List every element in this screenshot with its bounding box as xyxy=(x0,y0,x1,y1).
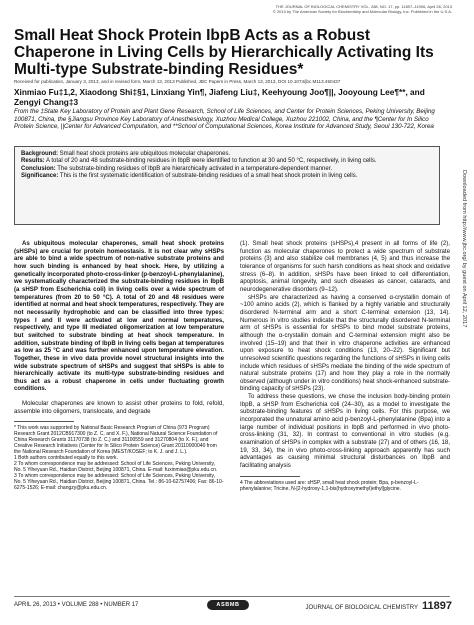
significance-label: Significance: xyxy=(21,173,59,180)
abstract-box xyxy=(14,146,440,225)
results-label: Results: xyxy=(21,158,45,165)
affiliations: From the ‡State Key Laboratory of Protein and Plant Gene Research, School of Life Sciences, and Center for Protein Sciences, Peking University, Beijing 100871, China, the §Jiangsu Province Key Laboratory of Anesthesiology, Xuzhou Medical College, Xuzhou 221002, China, and the ¶Center for In Silico Protein Science, ||Center for Advanced Computation, and **School of Computational Sciences, Korea Institute for Advanced Study, Seoul 130-722, Korea xyxy=(14,108,435,131)
body-paragraph-2: sHSPs are characterized as having a conserved α-crystallin domain of ~100 amino acids (2), which is flanked by a highly variable and structurally disordered N-terminal arm and a short C-terminal extension (13, 14). Numerous in vitro studies indicate that the structurally disordered N-terminal arm of sHSPs is essential for sHSPs to bind model substrate proteins, although the α-crystallin domain and C-terminal extension might also be involved (15–19) and that their in vitro chaperone activities are enhanced upon exposure to heat shock conditions (13, 20–22). Significant but unresolved scientific questions regarding the functions of sHSPs in living cells include which residues of sHSPs mediate the binding of the wide spectrum of natural substrate proteins (17) and how they play a role in the normally observed (although under in vitro conditions) heat shock-enhanced substrate-binding capacity of sHSPs (23). xyxy=(240,293,450,393)
footer-journal xyxy=(306,600,452,612)
download-watermark: Downloaded from http://www.jbc.org/ by guest on April 12, 2017 xyxy=(461,170,467,328)
background-text: Small heat shock proteins are ubiquitous molecular chaperones. xyxy=(58,151,231,157)
received-line: Received for publication, January 3, 2013, and in revised form, March 13, 2013 Published, JBC Papers in Press, March 13, 2013, DOI 10.1074/jbc.M113.450437 xyxy=(14,79,341,84)
background-label: Background: xyxy=(21,151,59,157)
results-text: A total of 20 and 48 substrate-binding residues in IbpB were identified to function at 30 and 50 °C, respectively, in living cells. xyxy=(44,158,377,165)
abstract-conclusion xyxy=(21,166,433,173)
body-paragraph-1: (1). Small heat shock proteins (sHSPs),4 present in all forms of life (2), function as molecular chaperones to protect a wide spectrum of substrate proteins (3) and also stabilize cell membranes (4, 5) and thus increase the tolerance of organisms for such harsh conditions as heat shock and oxidative stress (6–8). In addition, sHSPs have been linked to cell differentiation, apoptosis, animal longevity, and such diseases as cancer, cataracts, and neurodegenerative disorders (9–12). xyxy=(240,240,450,293)
issue-info: APRIL 26, 2013 • VOLUME 288 • NUMBER 17 xyxy=(14,602,139,608)
abstract-background xyxy=(21,151,433,158)
footnote-1: 1 Both authors contributed equally to this work. xyxy=(14,455,118,462)
right-column xyxy=(240,240,450,492)
author-list: Xinmiao Fu‡1,2, Xiaodong Shi‡§1, Linxiang Yin¶, Jiafeng Liu‡, Keehyoung Joo¶||, Jooyoung Lee¶**, and Zengyi Chang‡3 xyxy=(14,87,425,107)
header-line-1: THE JOURNAL OF BIOLOGICAL CHEMISTRY VOL. 288, NO. 17, pp. 11897–11906, April 26, 2013 xyxy=(275,4,452,9)
left-column xyxy=(14,240,224,491)
journal-name: JOURNAL OF BIOLOGICAL CHEMISTRY xyxy=(305,605,419,611)
page-number: 11897 xyxy=(422,600,452,612)
asbmb-logo: ASBMB xyxy=(207,600,249,610)
summary-paragraph: As ubiquitous molecular chaperones, small heat shock proteins (sHSPs) are crucial for protein homeostasis. It is not clear why sHSPs are able to bind a wide spectrum of non-native substrate proteins and how such binding is enhanced by heat shock. Here, by utilizing a genetically incorporated photo-cross-linker (p-benzoyl-L-phenylalanine), we systematically characterized the substrate-binding residues in IbpB (a sHSP from Escherichia coli) in living cells over a wide spectrum of temperatures (from 20 to 50 °C). A total of 20 and 48 residues were identified at normal and heat shock temperatures, respectively. They are not necessarily hydrophobic and can be classified into three types: types I and II were activated at low and normal temperatures, respectively, and type III mediated oligomerization at low temperature but switched to substrate binding at heat shock temperature. In addition, substrate binding of IbpB in living cells began at temperatures as low as 25 °C and was further enhanced upon temperature elevation. Together, these in vivo data provide novel structural insights into the wide substrate spectrum of sHSPs and suggest that sHSPs is able to hierarchically activate its multi-type substrate-binding residues and thus act as a robust chaperone in cells under fluctuating growth conditions. xyxy=(14,240,224,393)
footnote-funding: * This work was supported by National Basic Research Program of China (973 Program) Research Grant 2012CB917300 (to Z. C. and X. F.), National Natural Science Foundation of China Research Grants 31170738 (to Z. C.) and 31100559 and 31270804 (to X. F.), and Creative Research Initiatives (Center for In Silico Protein Science) Grant 20110000040 from the National Research Foundation of Korea (MEST/KOSEF; to K. J. and J. L.). xyxy=(14,425,218,456)
journal-header xyxy=(192,4,452,14)
significance-text: This is the first systematic identification of substrate-binding residues of a small heat shock protein in living cells. xyxy=(58,173,358,180)
footnote-2: 2 To whom correspondence may be addressed: School of Life Sciences, Peking University, No. 5 Yiheyuan Rd., Haidian District, Beijing 100871, China. E-mail: fuxinmiao@pku.edu.cn. xyxy=(14,461,218,474)
footnote-3: 3 To whom correspondence may be addressed: School of Life Sciences, Peking University, No. 5 Yiheyuan Rd., Haidian District, Beijing 100871, China. Tel.: 86-10-62757406; Fax: 86-10-6275-1526; E-mail: changzy@pku.edu.cn. xyxy=(14,473,224,492)
footnote-divider xyxy=(14,421,74,422)
conclusion-text: The substrate-binding residues of IbpB are hierarchically activated in a temperature-dependent manner. xyxy=(55,165,333,172)
abstract-results xyxy=(21,158,433,165)
article-title: Small Heat Shock Protein IbpB Acts as a Robust Chaperone in Living Cells by Hierarchically Activating Its Multi-type Substrate-binding Residues* xyxy=(14,27,434,78)
conclusion-label: Conclusion: xyxy=(21,165,56,172)
abstract-significance xyxy=(21,173,433,180)
header-line-2: © 2013 by The American Society for Biochemistry and Molecular Biology, Inc. Published in the U.S.A. xyxy=(272,9,452,14)
footnote-4: 4 The abbreviations used are: sHSP, small heat shock protein; Bpa, p-benzoyl-L-phenylalanine; Tricine, N-[2-hydroxy-1,1-bis(hydroxymethyl)ethyl]glycine. xyxy=(240,479,419,492)
intro-paragraph: Molecular chaperones are known to assist other proteins to fold, refold, assemble into oligomers, translocate, and degrade xyxy=(14,400,224,415)
footer-divider xyxy=(14,596,450,597)
footnote-divider-right xyxy=(240,476,300,477)
body-paragraph-3: To address these questions, we chose the inclusion body-binding protein IbpB, a sHSP from Escherichia coli (24–30), as a model to investigate the substrate-binding features of sHSPs in living cells. For this purpose, we incorporated the unnatural amino acid p-benzoyl-L-phenylalanine (Bpa) into a large number of individual positions in IbpB and performed in vivo photo-cross-linking (31, 32). In contrast to conventional in vitro studies (e.g. examination of sHSPs in complex with a substrate (27) and of others (16, 18, 19, 33, 34), the in vivo photo-cross-linking approach apparently has such advantages as causing minimal structural disturbances on IbpB and facilitating analysis xyxy=(240,393,450,470)
